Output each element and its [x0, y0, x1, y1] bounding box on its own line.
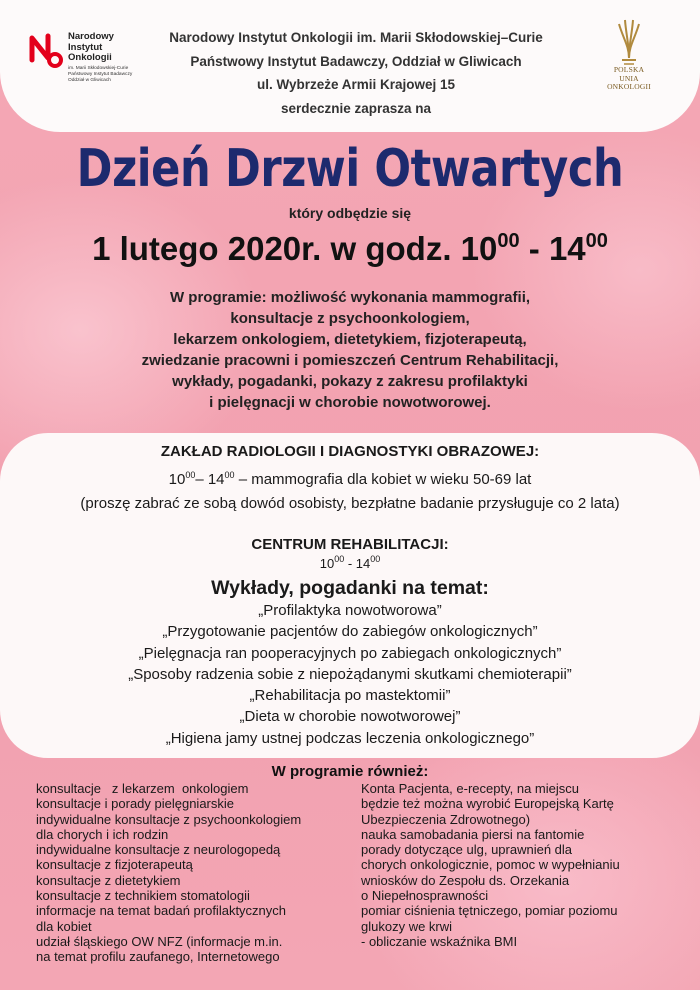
- logo-sub-line: im. Marii Skłodowskiej-Curie: [68, 66, 129, 71]
- date-text: 1 lutego 2020r. w godz. 10: [92, 230, 498, 267]
- program-line: i pielęgnacji w chorobie nowotworowej.: [209, 394, 491, 411]
- radiology-start-min: 00: [185, 470, 196, 480]
- lecture-topic: „Sposoby radzenia sobie z niepożądanymi skutkami chemioterapii”: [128, 665, 572, 683]
- rehab-title: CENTRUM REHABILITACJI:: [251, 536, 449, 553]
- program-line: zwiedzanie pracowni i pomieszczeń Centrum Rehabilitacji,: [141, 352, 559, 369]
- header-line: Narodowy Instytut Onkologii im. Marii Skłodowskiej–Curie: [169, 30, 543, 45]
- lecture-topics: [0, 600, 700, 749]
- also-line: konsultacje z lekarzem onkologiem: [36, 781, 249, 796]
- nio-logo-icon: [26, 30, 66, 70]
- date-end-hour: - 14: [519, 230, 586, 267]
- subtitle: który odbędzie się: [288, 205, 412, 221]
- logo-name-line: Instytut: [68, 41, 103, 53]
- also-line: będzie też można wyrobić Europejską Kartę: [361, 796, 614, 812]
- program-line: lekarzem onkologiem, dietetykiem, fizjoterapeutą,: [173, 331, 527, 348]
- polska-unia-text: [598, 66, 660, 92]
- rehab-end: - 14: [344, 556, 371, 571]
- also-line: indywidualne konsultacje z neurologopedą: [36, 842, 281, 858]
- lecture-topic: „Rehabilitacja po mastektomii”: [249, 687, 451, 705]
- also-line: chorych onkologicznie, pomoc w wypełnianiu: [361, 857, 620, 873]
- radiology-title: ZAKŁAD RADIOLOGII I DIAGNOSTYKI OBRAZOWEJ:: [160, 443, 540, 460]
- also-line: dla kobiet: [36, 918, 92, 934]
- rehab-start: 10: [319, 556, 335, 571]
- lecture-topic: „Pielęgnacja ran pooperacyjnych po zabiegach onkologicznych”: [138, 644, 562, 662]
- also-line: porady dotyczące ulg, uprawnień dla: [361, 842, 573, 858]
- also-line: udział śląskiego OW NFZ (informacje m.in.: [36, 933, 283, 949]
- header-line: Państwowy Instytut Badawczy, Oddział w Gliwicach: [190, 53, 522, 69]
- program-summary: [100, 287, 600, 413]
- also-right-column: [361, 781, 620, 949]
- rehab-hours: [0, 556, 700, 571]
- also-line: dla chorych i ich rodzin: [36, 826, 169, 842]
- logo-name-line: Onkologii: [68, 52, 112, 63]
- program-line: W programie: możliwość wykonania mammografii,: [169, 289, 531, 306]
- rehab-start-min: 00: [334, 554, 345, 564]
- logo-name-line: Narodowy: [68, 31, 114, 42]
- also-line: glukozy we krwi: [361, 918, 453, 934]
- also-line: konsultacje i porady pielęgniarskie: [36, 796, 235, 812]
- also-line: wniosków do Zespołu ds. Orzekania: [361, 872, 570, 888]
- event-date: [0, 228, 700, 270]
- logo-sub-line: Oddział w Gliwicach: [68, 78, 111, 83]
- radiology-hours: [0, 468, 700, 492]
- rehab-end-min: 00: [370, 554, 381, 564]
- polska-unia-onkologii-logo: [598, 18, 660, 108]
- also-line: Konta Pacjenta, e-recepty, na miejscu: [361, 781, 579, 796]
- date-start-minutes: 00: [497, 230, 520, 252]
- lectures-heading: Wykłady, pogadanki na temat:: [211, 577, 489, 599]
- also-line: o Niepełnosprawności: [361, 888, 489, 904]
- also-line: konsultacje z fizjoterapeutą: [36, 857, 193, 873]
- radiology-start: 10: [168, 471, 186, 488]
- lecture-topic: „Dieta w chorobie nowotworowej”: [239, 708, 461, 726]
- logo-name: [68, 32, 114, 64]
- also-line: pomiar ciśnienia tętniczego, pomiar poziomu: [361, 903, 618, 919]
- also-line: konsultacje z technikiem stomatologii: [36, 888, 250, 904]
- header-line: ul. Wybrzeże Armii Krajowej 15: [256, 77, 456, 92]
- also-line: indywidualne konsultacje z psychoonkologiem: [36, 811, 302, 827]
- radiology-end-min: 00: [224, 470, 235, 480]
- radiology-note: (proszę zabrać ze sobą dowód osobisty, bezpłatne badanie przysługuje co 2 lata): [80, 495, 620, 512]
- pol-text-line: POLSKA: [613, 65, 645, 74]
- pol-text-line: ONKOLOGII: [607, 82, 651, 91]
- also-line: nauka samobadania piersi na fantomie: [361, 826, 585, 842]
- lecture-topic: „Profilaktyka nowotworowa”: [258, 602, 442, 619]
- main-title: Dzień Drzwi Otwartych: [76, 139, 624, 199]
- header-line: serdecznie zaprasza na: [280, 100, 432, 116]
- logo-sub-line: Państwowy Instytut Badawczy: [68, 72, 133, 77]
- lecture-topic: „Higiena jamy ustnej podczas leczenia onkologicznego”: [165, 729, 535, 747]
- program-line: konsultacje z psychoonkologiem,: [230, 310, 470, 327]
- radiology-desc: – mammografia dla kobiet w wieku 50-69 lat: [234, 471, 532, 488]
- also-line: informacje na temat badań profilaktycznych: [36, 903, 287, 919]
- also-line: na temat profilu zaufanego, Internetowego: [36, 949, 280, 965]
- program-line: wykłady, pogadanki, pokazy z zakresu profilaktyki: [172, 373, 528, 390]
- lecture-topic: „Przygotowanie pacjentów do zabiegów onkologicznych”: [162, 623, 538, 641]
- also-title: W programie również:: [271, 763, 429, 780]
- header-text: [136, 26, 576, 120]
- flame-emblem-icon: [614, 18, 644, 66]
- date-end-minutes: 00: [585, 230, 608, 252]
- radiology-end: – 14: [195, 471, 225, 488]
- pol-text-line: UNIA: [619, 73, 639, 83]
- also-line: konsultacje z dietetykiem: [36, 872, 181, 888]
- nio-logo: [26, 24, 146, 94]
- also-left-column: [36, 781, 301, 965]
- also-line: - obliczanie wskaźnika BMI: [361, 933, 518, 949]
- also-line: Ubezpieczenia Zdrowotnego): [361, 811, 531, 827]
